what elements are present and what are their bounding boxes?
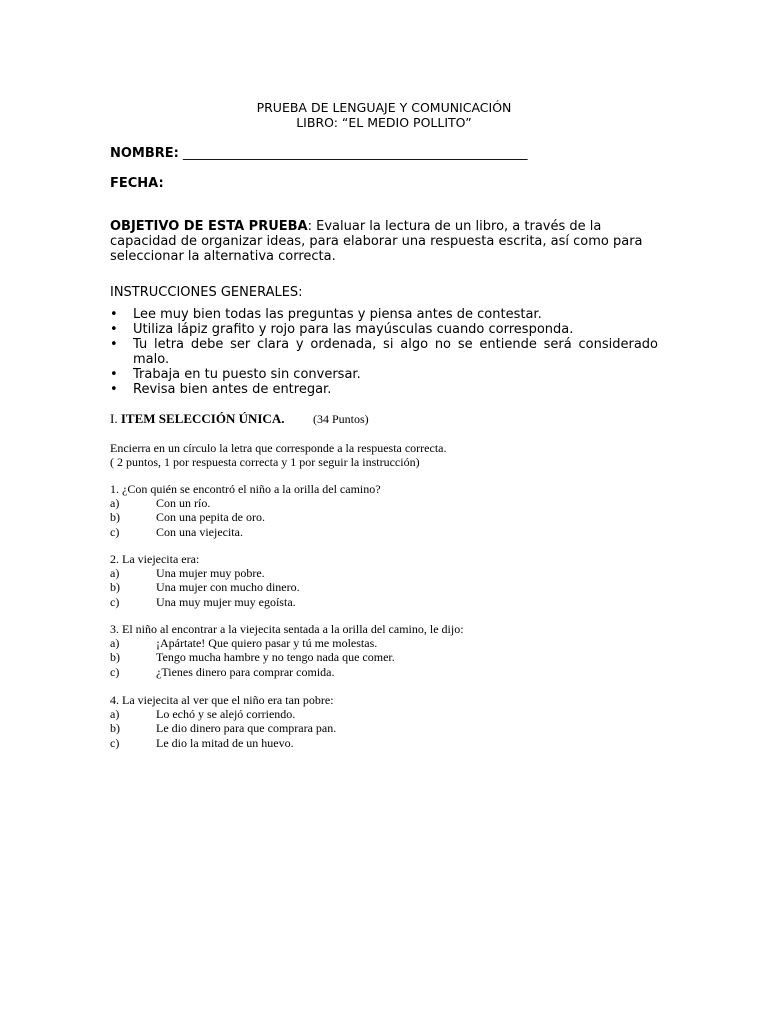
option-c: c) Una muy mujer muy egoísta. [110, 594, 296, 609]
option-b: b) Tengo mucha hambre y no tengo nada que comer. [110, 650, 395, 665]
list-item: • Utiliza lápiz grafito y rojo para las mayúsculas cuando corresponda. [110, 322, 574, 337]
question-3 [110, 622, 530, 679]
option-b: b) Con una pepita de oro. [110, 510, 265, 525]
date-label: FECHA: [110, 176, 164, 191]
option-b: b) Una mujer con mucho dinero. [110, 580, 300, 595]
question-2 [110, 552, 530, 609]
option-c: c) Le dio la mitad de un huevo. [110, 735, 294, 750]
section-number: I. [110, 411, 118, 426]
option-a: a) Lo echó y se alejó corriendo. [110, 707, 296, 722]
bullet-icon: • [110, 307, 118, 322]
question-1 [110, 482, 530, 539]
objective-paragraph [110, 219, 658, 264]
bullet-icon: • [110, 367, 118, 382]
section-title: ITEM SELECCIÓN ÚNICA. [120, 411, 285, 426]
bullet-icon: • [110, 337, 118, 352]
instructions-list [110, 307, 658, 397]
option-a: a) ¡Apártate! Que quiero pasar y tú me molestas. [110, 636, 378, 651]
question-text: 2. La viejecita era: [110, 552, 200, 566]
section-scoring: ( 2 puntos, 1 por respuesta correcta y 1 por seguir la instrucción) [110, 455, 420, 469]
objective-text: : Evaluar la lectura de un libro, a través de la capacidad de organizar ideas, para elaborar una respuesta escrita, así como para seleccionar la alternativa correcta. [110, 219, 643, 264]
option-c: c) ¿Tienes dinero para comprar comida. [110, 664, 335, 679]
option-c: c) Con una viejecita. [110, 524, 243, 539]
section-heading [110, 411, 369, 427]
question-text: 1. ¿Con quién se encontró el niño a la orilla del camino? [110, 482, 381, 496]
question-text: 3. El niño al encontrar a la viejecita sentada a la orilla del camino, le dijo: [110, 622, 464, 636]
bullet-icon: • [110, 322, 118, 337]
name-field [110, 146, 528, 161]
list-item: • Lee muy bien todas las preguntas y piensa antes de contestar. [110, 307, 542, 322]
question-4 [110, 693, 530, 750]
option-b: b) Le dio dinero para que comprara pan. [110, 721, 337, 736]
section-points: (34 Puntos) [312, 412, 369, 426]
name-line: _____________________________________________________ [183, 146, 528, 161]
objective-label: OBJETIVO DE ESTA PRUEBA [110, 219, 308, 234]
list-item: • Tu letra debe ser clara y ordenada, si algo no se entiende será considerado malo. [110, 337, 658, 367]
option-a: a) Una mujer muy pobre. [110, 566, 265, 581]
option-a: a) Con un río. [110, 496, 211, 511]
bullet-icon: • [110, 382, 118, 397]
section-instruction: Encierra en un círculo la letra que corresponde a la respuesta correcta. [110, 441, 447, 455]
document-subtitle: LIBRO: “EL MEDIO POLLITO” [296, 115, 472, 130]
question-text: 4. La viejecita al ver que el niño era tan pobre: [110, 693, 334, 707]
list-item: • Revisa bien antes de entregar. [110, 382, 332, 397]
document-title: PRUEBA DE LENGUAJE Y COMUNICACIÓN [256, 100, 512, 115]
list-item: • Trabaja en tu puesto sin conversar. [110, 367, 361, 382]
instructions-heading: INSTRUCCIONES GENERALES: [110, 285, 303, 300]
name-label: NOMBRE: [110, 146, 179, 161]
